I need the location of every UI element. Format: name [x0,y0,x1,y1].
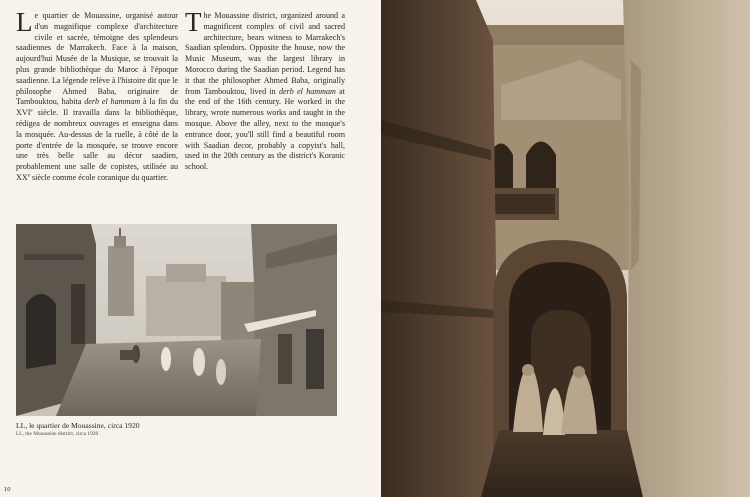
dropcap-en: T [185,7,202,37]
superscript: e [30,108,33,114]
italic-term: derb el hammam [84,97,141,107]
text-run: siècle. Il travailla dans la bibliothèque, rédigea de nombreux ouvrages et enseigna dans la mosquée. Au-dessus de la ruelle, à côté de la porte d'entrée de la mosquée, se trouve encore une très belle salle au décor saadien, probablement une salle de copistes, utilisée au XX [16,108,178,182]
italic-term: derb el hammam [278,86,336,96]
text-run: e quartier de Mouassine, organisé autour d'un magnifique complexe d'architecture civile et sacrée, témoigne des splendeurs saadiennes de Marrakech. Face à la maison, aujourd'hui Musée de la Musique, se trouvait la plus grande bibliothèque du Maroc à l'époque saadienne. La légende relève à l'histoire dit que le philosophe Ahmed Baba, originaire de Tambouktou, habita [16,11,178,107]
french-paragraph [16,7,178,182]
english-paragraph [185,7,346,172]
french-text-column [16,7,178,184]
text-run: he Mouassine district, organized around a magnificent complex of civil and sacred architecture, bears witness to Marrakech's Saadian splendors. Opposite the house, now the Music Museum, was the largest library in Morocco during the Saadian period. Legend has it that the philosopher Ahmed Baba, originally from Tambouktou, lived in [185,11,345,96]
text-run: siècle comme école coranique du quartier. [29,172,169,182]
text-run: at the end of the 16th century. He worked in the library, wrote numerous works and taught in the mosque. Above the alley, next to the mosque's entrance door, you'll still find a beautiful room with Saadian decor, probably a copyist's hall, used in the 20th century as the district's Koranic school. [185,86,346,172]
dropcap-fr: L [16,7,33,37]
mouassine-street-photo [16,224,337,416]
derb-el-hammam-photo [381,0,750,497]
page-number: 10 [4,486,11,493]
text-run: à la fin du XVI [16,97,178,118]
english-text-column [185,7,346,173]
superscript: e [27,173,30,179]
caption-left-en: LL, the Mouassine district, circa 1920 [16,431,99,437]
caption-left-fr: LL, le quartier de Mouassine, circa 1920 [16,421,140,430]
